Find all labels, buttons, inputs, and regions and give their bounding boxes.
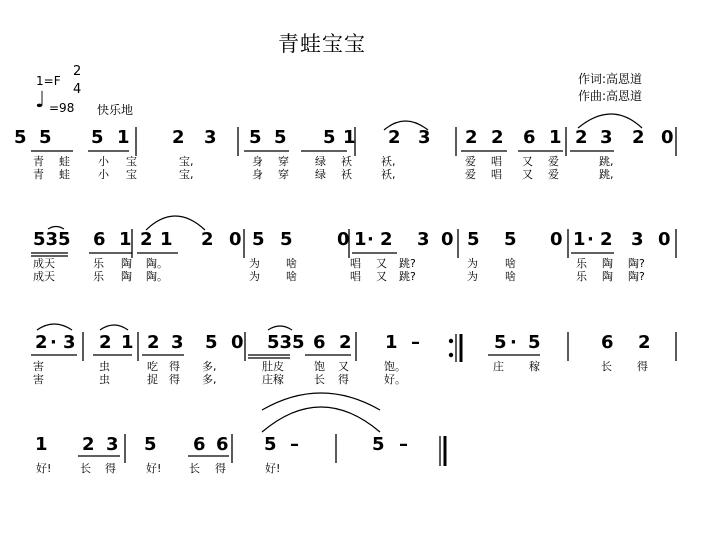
note: 2	[388, 127, 401, 148]
note: –	[290, 434, 299, 455]
note: 2	[201, 229, 214, 250]
note: ·	[367, 229, 374, 250]
lyric-verse-1: 穿	[278, 155, 289, 168]
song-title: 青蛙宝宝	[278, 32, 366, 56]
note: 5	[467, 229, 480, 250]
lyric-verse-2: 长	[314, 373, 325, 386]
lyric-verse-2: 为	[249, 270, 260, 283]
lyric-verse-1: 多,	[202, 360, 217, 373]
lyric-verse-1: 虫	[99, 360, 110, 373]
lyric-verse-2: 乐	[576, 270, 587, 283]
lyric-verse-1: 跳?	[399, 257, 416, 270]
lyric-verse-1: 成天	[33, 257, 55, 270]
lyric-verse-2: 袄	[341, 168, 352, 181]
note: 5	[91, 127, 104, 148]
lyric-verse-1: 肚皮	[262, 360, 284, 373]
lyric-verse-2: 乐	[93, 270, 104, 283]
lyric-verse-2: 害	[33, 373, 44, 386]
lyric-verse-1: 为	[467, 257, 478, 270]
lyric-verse-1: 唱	[491, 155, 502, 168]
lyric-verse-1: 稼	[529, 360, 540, 373]
key-signature: 1=F	[36, 74, 61, 88]
lyric-verse-1: 陶。	[146, 257, 168, 270]
lyricist-credit: 作词:高恩道	[578, 72, 643, 86]
lyric-verse-1: 得	[169, 360, 180, 373]
lyric-verse-1: 啥	[286, 257, 297, 270]
note: 5	[504, 229, 517, 250]
lyric-verse-2: 宝,	[179, 168, 194, 181]
lyric-verse-1: 饱	[314, 360, 325, 373]
lyric-verse-1: 得	[215, 462, 226, 475]
note: 535	[33, 229, 71, 250]
note: 2	[35, 332, 48, 353]
lyric-verse-2: 为	[467, 270, 478, 283]
note: –	[399, 434, 408, 455]
note: 1	[121, 332, 134, 353]
note: 535	[267, 332, 305, 353]
lyric-verse-1: 宝	[126, 155, 137, 168]
note: 5	[264, 434, 277, 455]
lyric-verse-2: 啥	[286, 270, 297, 283]
lyric-verse-2: 又	[522, 168, 533, 181]
lyric-verse-1: 又	[376, 257, 387, 270]
expression-marking: 快乐地	[97, 103, 134, 117]
note: 2	[491, 127, 504, 148]
lyric-verse-2: 陶。	[146, 270, 168, 283]
lyric-verse-2: 啥	[505, 270, 516, 283]
note: 0	[550, 229, 563, 250]
lyric-verse-1: 蛙	[59, 155, 70, 168]
lyric-verse-1: 绿	[315, 155, 326, 168]
note: 6	[313, 332, 326, 353]
note: 5	[144, 434, 157, 455]
note: 2	[575, 127, 588, 148]
note: 2	[147, 332, 160, 353]
lyric-verse-1: 小	[98, 155, 109, 168]
note: 1	[343, 127, 356, 148]
note: 1	[385, 332, 398, 353]
note: 3	[106, 434, 119, 455]
lyric-verse-1: 又	[338, 360, 349, 373]
note: 5	[249, 127, 262, 148]
lyric-verse-1: 乐	[576, 257, 587, 270]
lyric-verse-2: 陶	[121, 270, 132, 283]
note: 6	[93, 229, 106, 250]
note: ·	[587, 229, 594, 250]
note: 2	[82, 434, 95, 455]
note: 2	[99, 332, 112, 353]
lyric-verse-1: 害	[33, 360, 44, 373]
lyric-verse-1: 跳,	[599, 155, 614, 168]
note: 5	[494, 332, 507, 353]
lyric-verse-2: 跳?	[399, 270, 416, 283]
note: 1	[549, 127, 562, 148]
lyric-verse-1: 袄,	[381, 155, 396, 168]
lyric-verse-2: 成天	[33, 270, 55, 283]
note: 2	[600, 229, 613, 250]
note: 3	[63, 332, 76, 353]
note: 0	[441, 229, 454, 250]
note: 2	[380, 229, 393, 250]
lyric-verse-1: 青	[33, 155, 44, 168]
note: 3	[417, 229, 430, 250]
lyric-verse-1: 得	[637, 360, 648, 373]
lyric-verse-2: 青	[33, 168, 44, 181]
note: 5	[252, 229, 265, 250]
lyric-verse-2: 虫	[99, 373, 110, 386]
lyric-verse-2: 蛙	[59, 168, 70, 181]
lyric-verse-1: 宝,	[179, 155, 194, 168]
note: 0	[229, 229, 242, 250]
note: 5	[205, 332, 218, 353]
note: 2	[339, 332, 352, 353]
lyric-verse-1: 为	[249, 257, 260, 270]
note: ·	[510, 332, 517, 353]
lyric-verse-1: 陶	[121, 257, 132, 270]
lyric-verse-2: 陶?	[628, 270, 645, 283]
lyric-verse-2: 身	[252, 168, 263, 181]
lyric-verse-1: 又	[522, 155, 533, 168]
lyric-verse-1: 陶	[602, 257, 613, 270]
note: 3	[204, 127, 217, 148]
lyric-verse-1: 庄	[493, 360, 504, 373]
lyric-verse-1: 好!	[265, 462, 281, 475]
lyric-verse-2: 唱	[350, 270, 361, 283]
note: 3	[631, 229, 644, 250]
lyric-verse-1: 乐	[93, 257, 104, 270]
time-signature-bottom: 4	[73, 82, 82, 97]
lyric-verse-2: 小	[98, 168, 109, 181]
note: 0	[658, 229, 671, 250]
note: 3	[418, 127, 431, 148]
note: 5	[323, 127, 336, 148]
note: 0	[661, 127, 674, 148]
quarter-note-icon: ♩	[35, 88, 46, 113]
lyric-verse-2: 爱	[465, 168, 476, 181]
lyric-verse-1: 爱	[465, 155, 476, 168]
note: 6	[193, 434, 206, 455]
note: 1	[35, 434, 48, 455]
note: 5	[274, 127, 287, 148]
note: 1	[119, 229, 132, 250]
lyric-verse-2: 跳,	[599, 168, 614, 181]
note: –	[411, 332, 420, 353]
lyric-verse-1: 长	[601, 360, 612, 373]
lyric-verse-1: 长	[80, 462, 91, 475]
note: 2	[172, 127, 185, 148]
lyric-verse-1: 身	[252, 155, 263, 168]
note: 1	[117, 127, 130, 148]
lyric-verse-1: 得	[105, 462, 116, 475]
note: 0	[337, 229, 350, 250]
note: 3	[600, 127, 613, 148]
lyric-verse-1: 爱	[548, 155, 559, 168]
lyric-verse-1: 陶?	[628, 257, 645, 270]
note: 0	[231, 332, 244, 353]
lyric-verse-2: 又	[376, 270, 387, 283]
time-signature-top: 2	[73, 64, 82, 79]
note: 6	[523, 127, 536, 148]
note: 5	[39, 127, 52, 148]
lyric-verse-1: 好!	[146, 462, 162, 475]
lyric-verse-1: 好!	[36, 462, 52, 475]
lyric-verse-1: 长	[189, 462, 200, 475]
lyric-verse-2: 多,	[202, 373, 217, 386]
note: 6	[216, 434, 229, 455]
note: 3	[171, 332, 184, 353]
lyric-verse-1: 袄	[341, 155, 352, 168]
lyric-verse-2: 爱	[548, 168, 559, 181]
lyric-verse-2: 得	[169, 373, 180, 386]
note: 2	[465, 127, 478, 148]
lyric-verse-1: 唱	[350, 257, 361, 270]
lyric-verse-2: 绿	[315, 168, 326, 181]
composer-credit: 作曲:高恩道	[578, 89, 643, 103]
note: 1	[573, 229, 586, 250]
lyric-verse-2: 庄稼	[262, 373, 284, 386]
lyric-verse-1: 吃	[147, 360, 158, 373]
tempo-marking: =98	[49, 101, 75, 115]
lyric-verse-2: 袄,	[381, 168, 396, 181]
note: 5	[14, 127, 27, 148]
lyric-verse-2: 捉	[147, 373, 158, 386]
note: 6	[601, 332, 614, 353]
lyric-verse-1: 饱。	[384, 360, 406, 373]
lyric-verse-2: 宝	[126, 168, 137, 181]
note: 5	[372, 434, 385, 455]
note: 1	[354, 229, 367, 250]
note: 2	[638, 332, 651, 353]
note: 5	[528, 332, 541, 353]
lyric-verse-1: 啥	[505, 257, 516, 270]
note: 5	[280, 229, 293, 250]
note: ·	[50, 332, 57, 353]
note: 1	[160, 229, 173, 250]
lyric-verse-2: 穿	[278, 168, 289, 181]
lyric-verse-2: 唱	[491, 168, 502, 181]
lyric-verse-2: 得	[338, 373, 349, 386]
note: 2	[632, 127, 645, 148]
lyric-verse-2: 好。	[384, 373, 406, 386]
note: 2	[140, 229, 153, 250]
lyric-verse-2: 陶	[602, 270, 613, 283]
